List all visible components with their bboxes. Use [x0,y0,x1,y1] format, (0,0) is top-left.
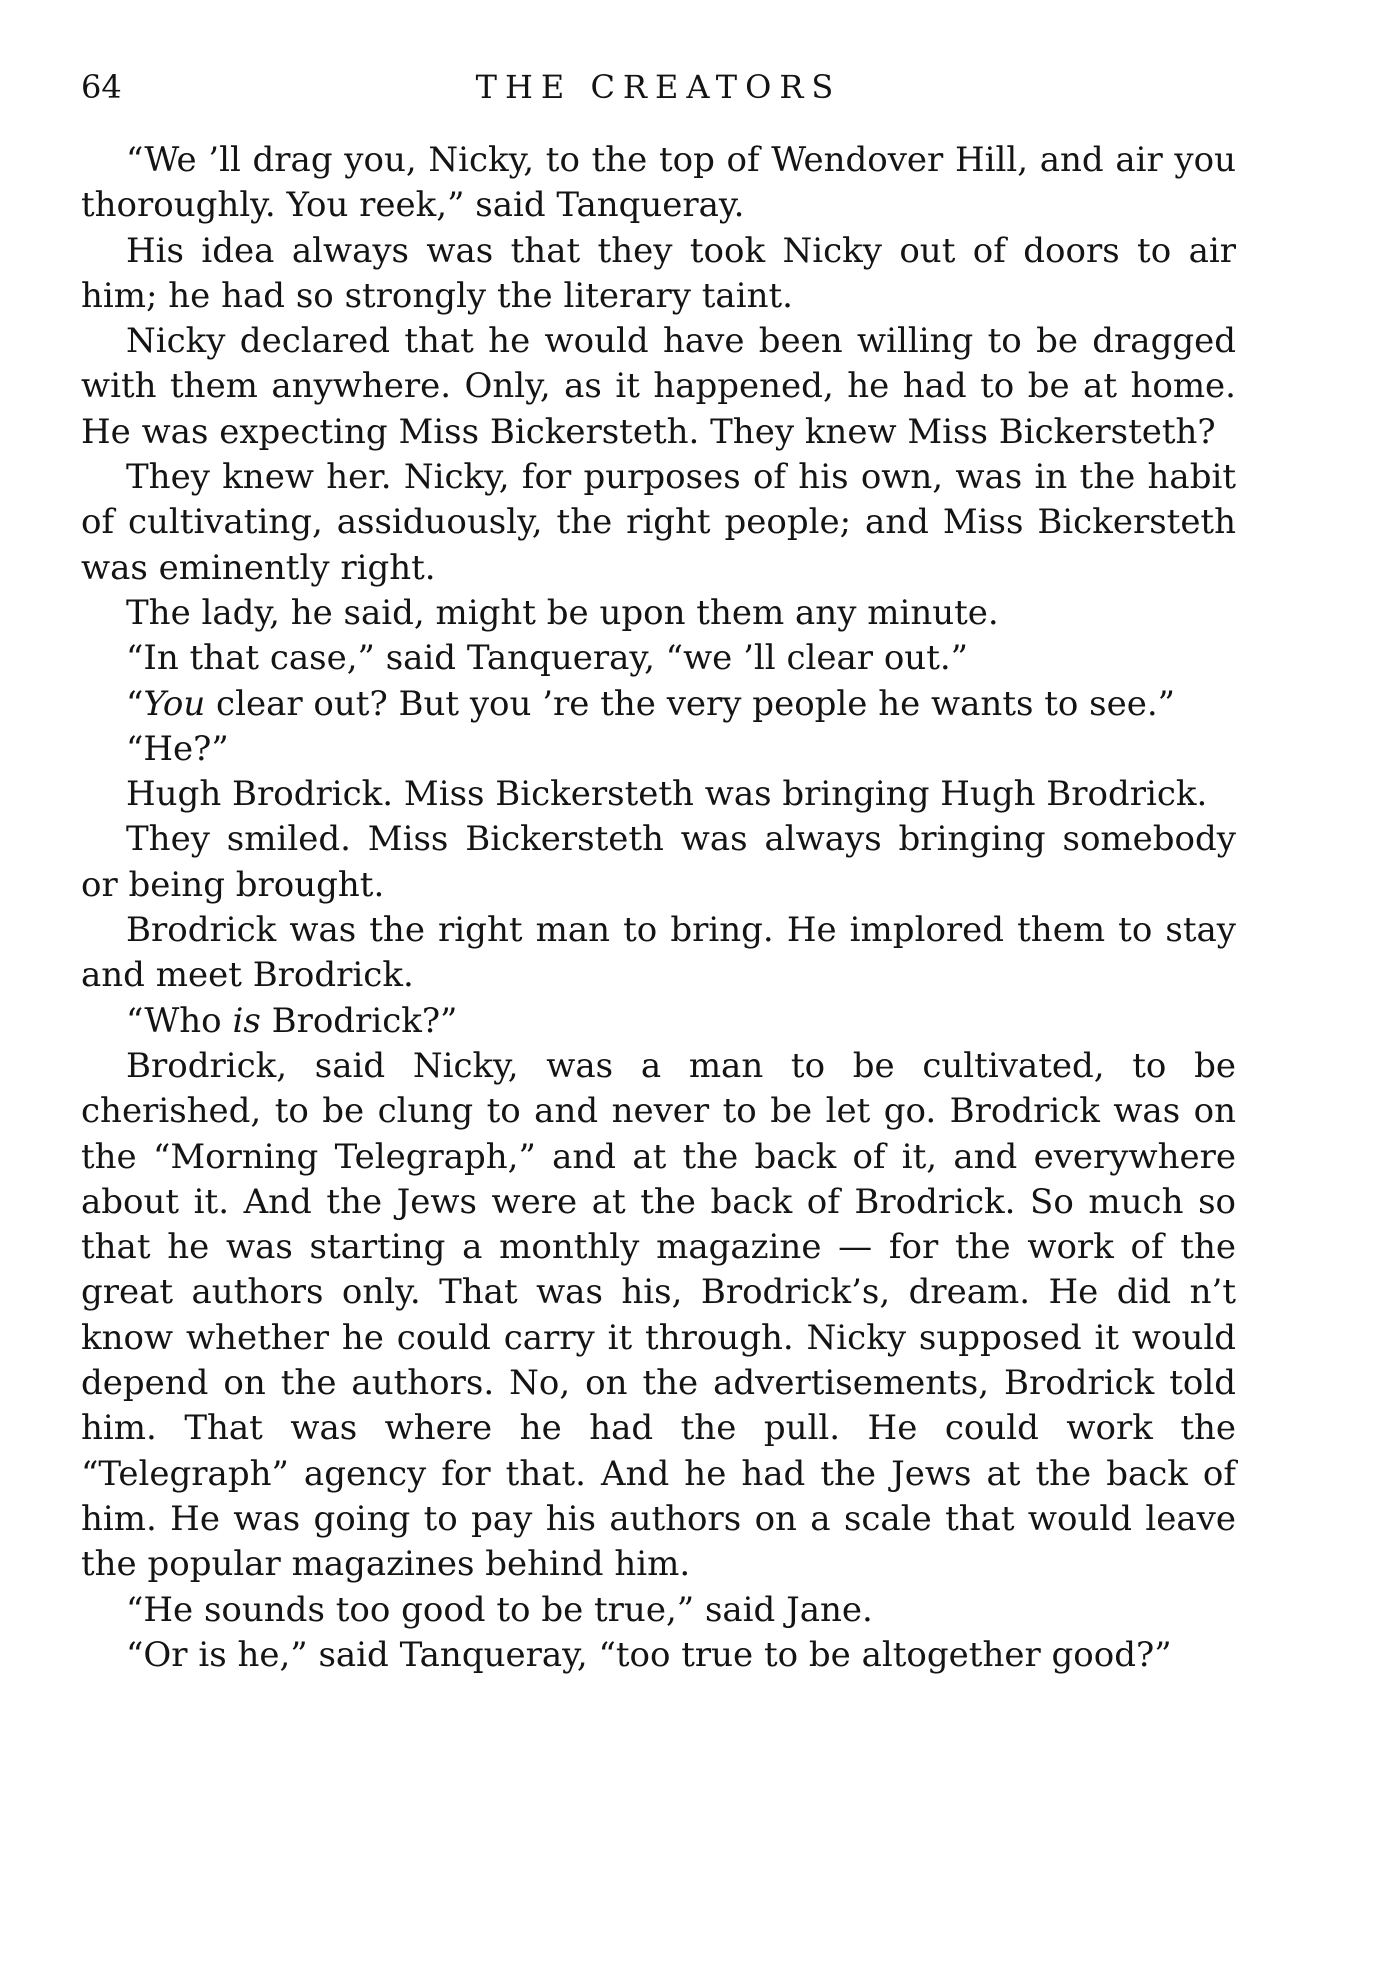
paragraph: “He sounds too good to be true,” said Jane. [126,1589,873,1630]
italic-text: You [143,683,206,724]
paragraph-text: “ [126,683,144,724]
paragraph: “Or is he,” said Tanqueray, “too true to be altogether good?” [126,1634,1172,1675]
page-number: 64 [81,68,122,106]
paragraph: They smiled. Miss Bickersteth was always bringing somebody or being brought. [81,819,1236,905]
running-title: THE CREATORS [475,68,842,106]
paragraph: Nicky declared that he would have been willing to be dragged with them anywhere. Only, as it happened, he had to be at home. He was expecting Miss Bickersteth. They knew Miss Bickersteth? [81,321,1236,452]
book-page [81,62,1236,1922]
paragraph: Brodrick, said Nicky, was a man to be cultivated, to be cherished, to be clung to and never to be let go. Brodrick was on the “Morning Telegraph,” and at the back of it, and everywhere about it. And the Jews were at the back of Brodrick. So much so that he was starting a monthly magazine — for the work of the great authors only. That was his, Brodrick’s, dream. He did n’t know whether he could carry it through. Nicky supposed it would depend on the authors. No, on the advertisements, Brodrick told him. That was where he had the pull. He could work the “Telegraph” agency for that. And he had the Jews at the back of him. He was going to pay his authors on a scale that would leave the popular magazines behind him. [81,1045,1236,1585]
body-text [81,138,1236,1678]
paragraph: They knew her. Nicky, for purposes of his own, was in the habit of cultivating, assiduously, the right people; and Miss Bickersteth was eminently right. [81,457,1236,588]
paragraph-text: clear out? But you ’re the very people he wants to see.” [205,683,1176,724]
paragraph: “In that case,” said Tanqueray, “we ’ll clear out.” [126,638,969,679]
paragraph: The lady, he said, might be upon them any minute. [126,592,999,633]
paragraph: Brodrick was the right man to bring. He implored them to stay and meet Brodrick. [81,910,1236,996]
paragraph: Hugh Brodrick. Miss Bickersteth was bringing Hugh Brodrick. [126,774,1208,815]
paragraph-text: Brodrick?” [260,1000,458,1041]
paragraph [81,999,1236,1044]
paragraph: “He?” [126,728,229,769]
paragraph-text: “Who [126,1000,233,1041]
italic-text: is [232,1000,261,1041]
page-header [81,62,1236,112]
paragraph: His idea always was that they took Nicky out of doors to air him; he had so strongly the literary taint. [81,230,1236,316]
paragraph: “We ’ll drag you, Nicky, to the top of Wendover Hill, and air you thoroughly. You reek,” said Tanqueray. [81,140,1236,226]
paragraph [81,682,1236,727]
